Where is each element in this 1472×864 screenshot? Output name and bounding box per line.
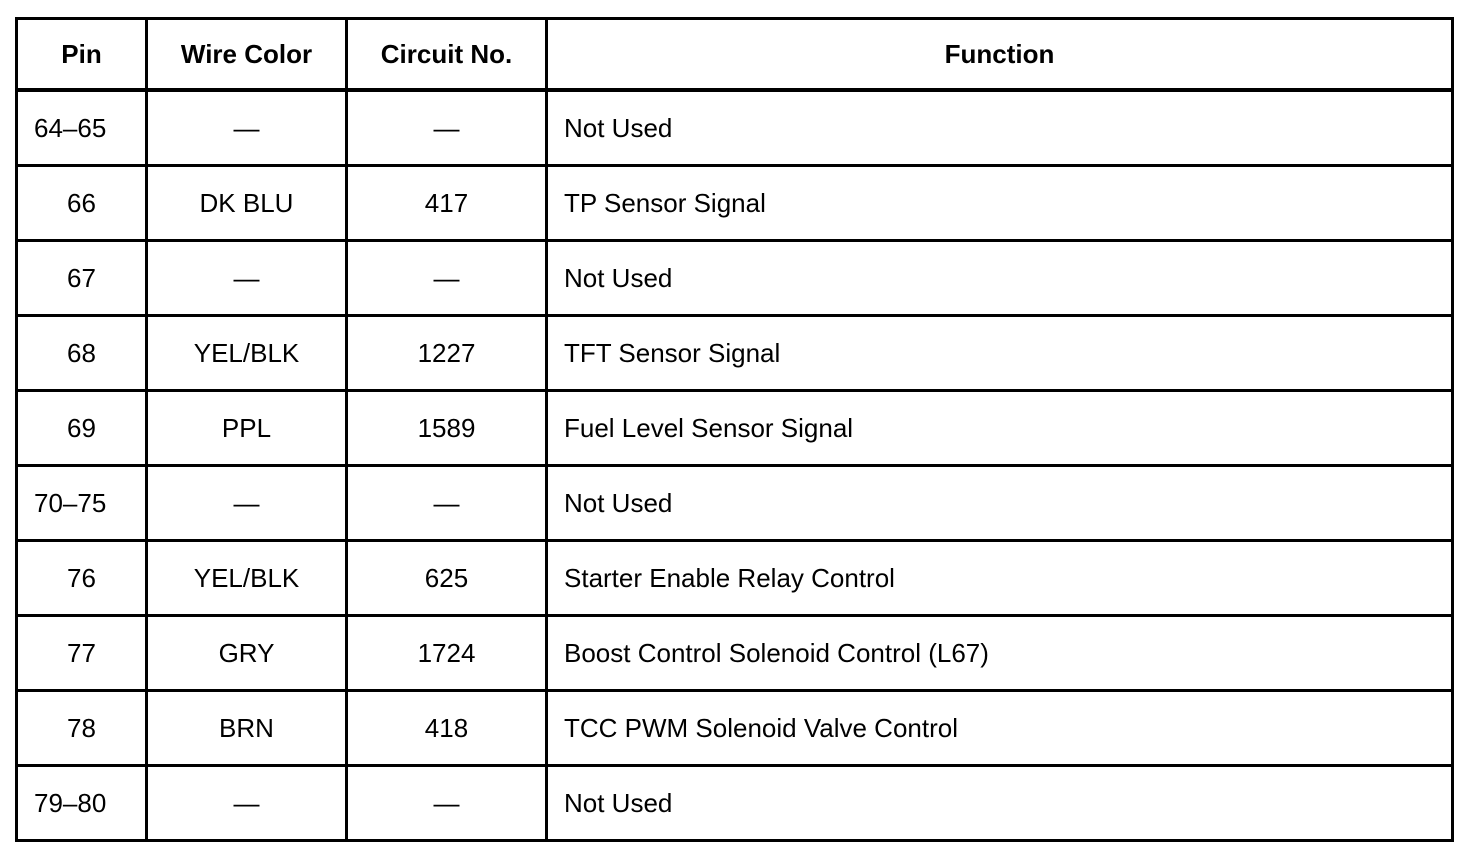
cell-function: Not Used bbox=[547, 241, 1453, 316]
cell-pin: 76 bbox=[17, 541, 147, 616]
cell-pin: 67 bbox=[17, 241, 147, 316]
cell-circuit-no: — bbox=[347, 466, 547, 541]
header-wire-color: Wire Color bbox=[147, 19, 347, 91]
cell-circuit-no: 1589 bbox=[347, 391, 547, 466]
table-body bbox=[17, 90, 1453, 841]
header-function: Function bbox=[547, 19, 1453, 91]
cell-wire-color: DK BLU bbox=[147, 166, 347, 241]
cell-function: Not Used bbox=[547, 466, 1453, 541]
cell-circuit-no: — bbox=[347, 241, 547, 316]
cell-function: TP Sensor Signal bbox=[547, 166, 1453, 241]
table-row bbox=[17, 616, 1453, 691]
header-pin: Pin bbox=[17, 19, 147, 91]
cell-circuit-no: — bbox=[347, 766, 547, 841]
cell-circuit-no: 418 bbox=[347, 691, 547, 766]
cell-function: TFT Sensor Signal bbox=[547, 316, 1453, 391]
cell-function: Boost Control Solenoid Control (L67) bbox=[547, 616, 1453, 691]
header-row bbox=[17, 19, 1453, 91]
table-row bbox=[17, 241, 1453, 316]
connector-pinout-table bbox=[15, 17, 1454, 842]
cell-wire-color: PPL bbox=[147, 391, 347, 466]
cell-pin: 69 bbox=[17, 391, 147, 466]
table-row bbox=[17, 316, 1453, 391]
cell-function: Starter Enable Relay Control bbox=[547, 541, 1453, 616]
cell-pin: 64–65 bbox=[17, 90, 147, 166]
cell-wire-color: — bbox=[147, 766, 347, 841]
cell-function: Not Used bbox=[547, 766, 1453, 841]
cell-pin: 66 bbox=[17, 166, 147, 241]
table-row bbox=[17, 766, 1453, 841]
cell-pin: 79–80 bbox=[17, 766, 147, 841]
table-row bbox=[17, 166, 1453, 241]
cell-circuit-no: — bbox=[347, 90, 547, 166]
cell-wire-color: — bbox=[147, 90, 347, 166]
cell-function: Fuel Level Sensor Signal bbox=[547, 391, 1453, 466]
table-row bbox=[17, 391, 1453, 466]
cell-pin: 77 bbox=[17, 616, 147, 691]
cell-function: TCC PWM Solenoid Valve Control bbox=[547, 691, 1453, 766]
cell-pin: 68 bbox=[17, 316, 147, 391]
cell-circuit-no: 1227 bbox=[347, 316, 547, 391]
table-header bbox=[17, 19, 1453, 91]
cell-pin: 70–75 bbox=[17, 466, 147, 541]
header-circuit-no: Circuit No. bbox=[347, 19, 547, 91]
cell-wire-color: — bbox=[147, 466, 347, 541]
cell-wire-color: YEL/BLK bbox=[147, 316, 347, 391]
cell-wire-color: YEL/BLK bbox=[147, 541, 347, 616]
table-row bbox=[17, 541, 1453, 616]
cell-wire-color: — bbox=[147, 241, 347, 316]
connector-pinout-table-container bbox=[15, 17, 1451, 842]
cell-circuit-no: 417 bbox=[347, 166, 547, 241]
cell-circuit-no: 1724 bbox=[347, 616, 547, 691]
cell-circuit-no: 625 bbox=[347, 541, 547, 616]
cell-wire-color: GRY bbox=[147, 616, 347, 691]
cell-function: Not Used bbox=[547, 90, 1453, 166]
table-row bbox=[17, 90, 1453, 166]
table-row bbox=[17, 691, 1453, 766]
cell-pin: 78 bbox=[17, 691, 147, 766]
table-row bbox=[17, 466, 1453, 541]
cell-wire-color: BRN bbox=[147, 691, 347, 766]
